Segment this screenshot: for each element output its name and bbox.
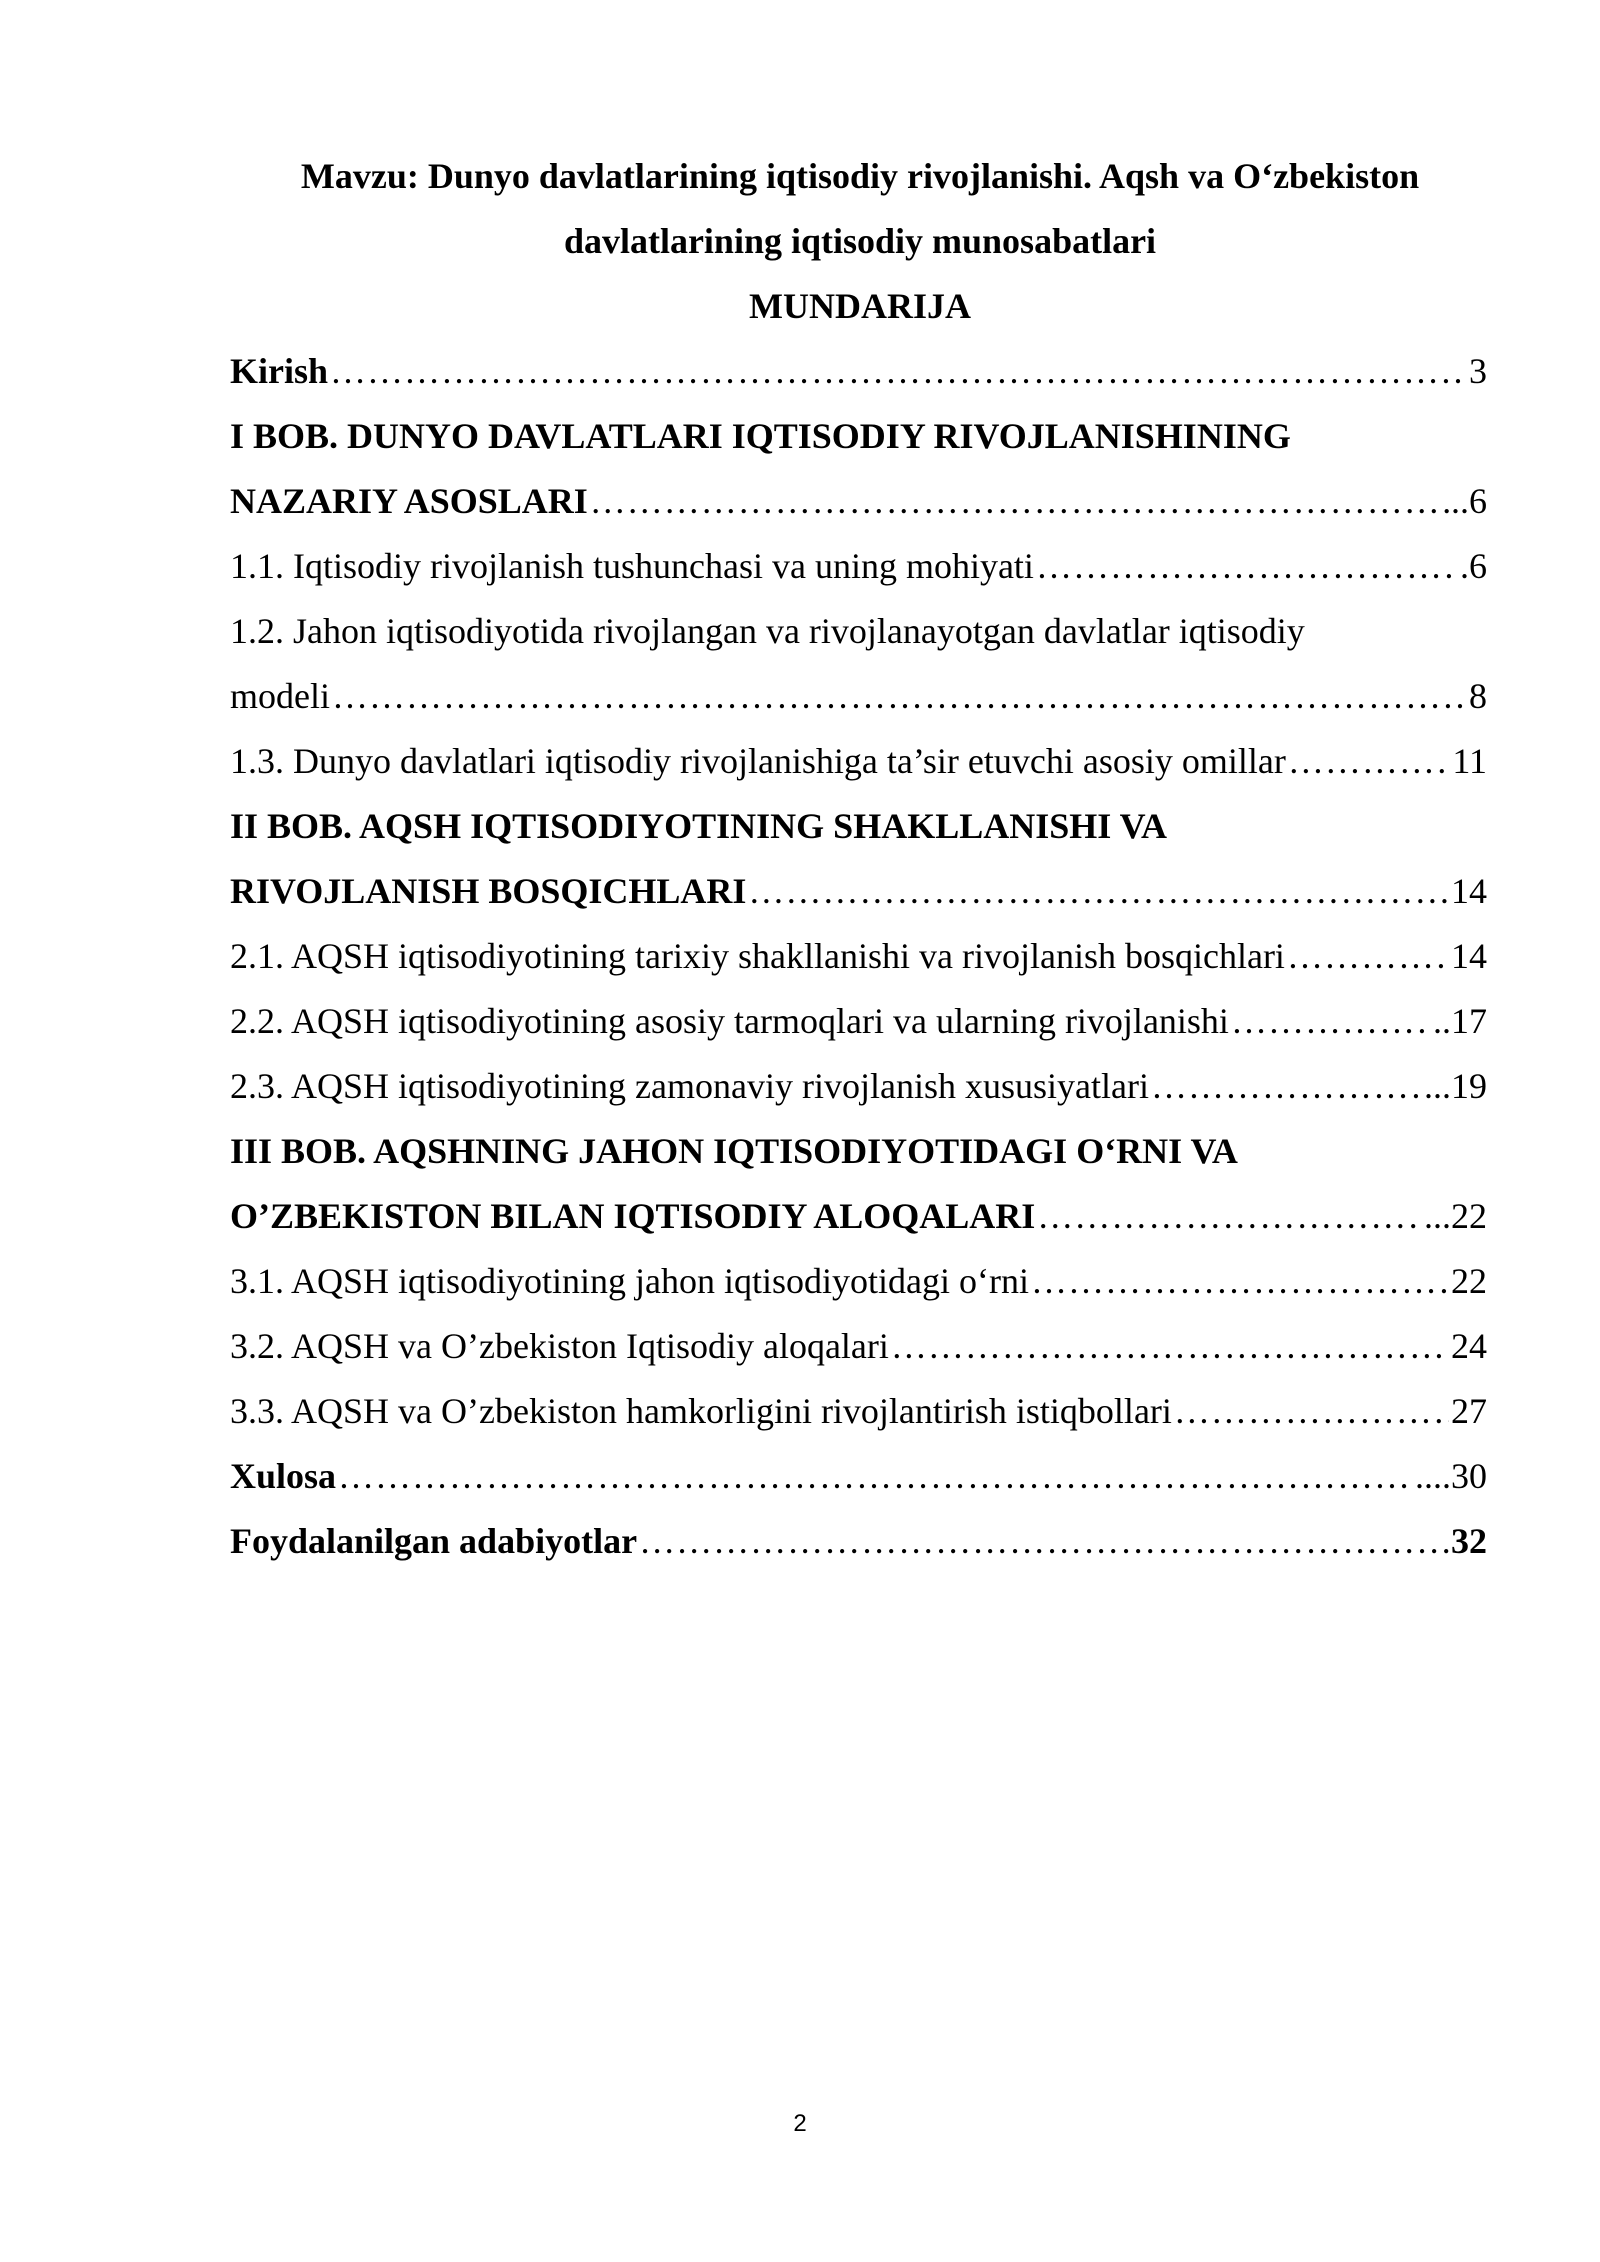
toc-entry-label: 1.3. Dunyo davlatlari iqtisodiy rivojlanishiga ta’sir etuvchi asosiy omillar	[230, 741, 1286, 781]
dot-leader	[1287, 936, 1449, 976]
toc-entry-label: Foydalanilgan adabiyotlar	[230, 1521, 638, 1561]
dot-leader	[332, 676, 1467, 716]
toc-entry-label: 1.1. Iqtisodiy rivojlanish tushunchasi va uning mohiyati	[230, 546, 1034, 586]
dot-leader	[1174, 1391, 1449, 1431]
toc-entry-label: 2.2. AQSH iqtisodiyotining asosiy tarmoqlari va ularning rivojlanishi	[230, 1001, 1229, 1041]
toc-entry-xulosa[interactable]	[230, 1456, 1487, 1496]
toc-page-number: 22	[1451, 1261, 1487, 1301]
toc-entry-1-3[interactable]	[230, 741, 1487, 781]
dot-leader	[748, 871, 1449, 911]
toc-entry-2-2[interactable]	[230, 1001, 1487, 1041]
dot-leader	[1231, 1001, 1431, 1041]
toc-entry-chapter-1[interactable]	[230, 481, 1487, 521]
dot-leader	[639, 1521, 1449, 1561]
toc-chapter-1-heading[interactable]: I BOB. DUNYO DAVLATLARI IQTISODIY RIVOJLANISHINING	[230, 416, 1291, 456]
toc-chapter-2-heading[interactable]: II BOB. AQSH IQTISODIYOTINING SHAKLLANISHI VA	[230, 806, 1167, 846]
toc-page-number: 3	[1469, 351, 1487, 391]
toc-entry-3-2[interactable]	[230, 1326, 1487, 1366]
toc-chapter-3-heading[interactable]: III BOB. AQSHNING JAHON IQTISODIYOTIDAGI O‘RNI VA	[230, 1131, 1238, 1171]
dot-leader	[1151, 1066, 1422, 1106]
toc-entry-3-1[interactable]	[230, 1261, 1487, 1301]
dot-leader	[1288, 741, 1450, 781]
dot-leader	[1036, 546, 1458, 586]
contents-heading: MUNDARIJA	[749, 286, 971, 326]
dot-leader	[590, 481, 1449, 521]
toc-page-number: ...22	[1424, 1196, 1487, 1236]
toc-entry-1-1[interactable]	[230, 546, 1487, 586]
toc-entry-label: 2.1. AQSH iqtisodiyotining tarixiy shakllanishi va rivojlanish bosqichlari	[230, 936, 1285, 976]
toc-entry-kirish[interactable]	[230, 351, 1487, 391]
toc-entry-label: 3.1. AQSH iqtisodiyotining jahon iqtisodiyotidagi o‘rni	[230, 1261, 1030, 1301]
page-number: 2	[793, 2110, 807, 2137]
dot-leader	[1031, 1261, 1449, 1301]
document-title-line-2: davlatlarining iqtisodiy munosabatlari	[563, 221, 1157, 261]
toc-page-number: .6	[1460, 546, 1487, 586]
toc-entry-label: RIVOJLANISH BOSQICHLARI	[230, 871, 747, 911]
toc-page-number: 11	[1452, 741, 1487, 781]
toc-entry-adabiyotlar[interactable]	[230, 1521, 1487, 1561]
toc-entry-2-3[interactable]	[230, 1066, 1487, 1106]
toc-entry-label: O’ZBEKISTON BILAN IQTISODIY ALOQALARI	[230, 1196, 1036, 1236]
dot-leader	[330, 351, 1467, 391]
toc-entry-1-2-line-1[interactable]: 1.2. Jahon iqtisodiyotida rivojlangan va rivojlanayotgan davlatlar iqtisodiy	[230, 611, 1305, 651]
toc-page-number: 14	[1451, 936, 1487, 976]
toc-entry-2-1[interactable]	[230, 936, 1487, 976]
toc-entry-label: Xulosa	[230, 1456, 337, 1496]
toc-page-number: ..6	[1451, 481, 1487, 521]
toc-entry-label: Kirish	[230, 351, 329, 391]
toc-entry-chapter-3[interactable]	[230, 1196, 1487, 1236]
toc-page-number: 27	[1451, 1391, 1487, 1431]
document-title-line-1: Mavzu: Dunyo davlatlarining iqtisodiy rivojlanishi. Aqsh va O‘zbekiston	[300, 156, 1420, 196]
toc-entry-label: 3.3. AQSH va O’zbekiston hamkorligini rivojlantirish istiqbollari	[230, 1391, 1172, 1431]
toc-entry-chapter-2[interactable]	[230, 871, 1487, 911]
toc-entry-label: NAZARIY ASOSLARI	[230, 481, 588, 521]
toc-page-number: 14	[1451, 871, 1487, 911]
toc-entry-3-3[interactable]	[230, 1391, 1487, 1431]
toc-page-number: ..17	[1433, 1001, 1487, 1041]
toc-page-number: ....30	[1415, 1456, 1487, 1496]
dot-leader	[338, 1456, 1413, 1496]
toc-entry-label: 3.2. AQSH va O’zbekiston Iqtisodiy aloqalari	[230, 1326, 889, 1366]
toc-page-number: 8	[1469, 676, 1487, 716]
dot-leader	[1037, 1196, 1422, 1236]
toc-page-number: ...19	[1424, 1066, 1487, 1106]
toc-entry-1-2[interactable]	[230, 676, 1487, 716]
toc-entry-label: modeli	[230, 676, 330, 716]
toc-page-number: 32	[1451, 1521, 1487, 1561]
dot-leader	[891, 1326, 1449, 1366]
toc-entry-label: 2.3. AQSH iqtisodiyotining zamonaviy rivojlanish xususiyatlari	[230, 1066, 1149, 1106]
toc-page-number: 24	[1451, 1326, 1487, 1366]
